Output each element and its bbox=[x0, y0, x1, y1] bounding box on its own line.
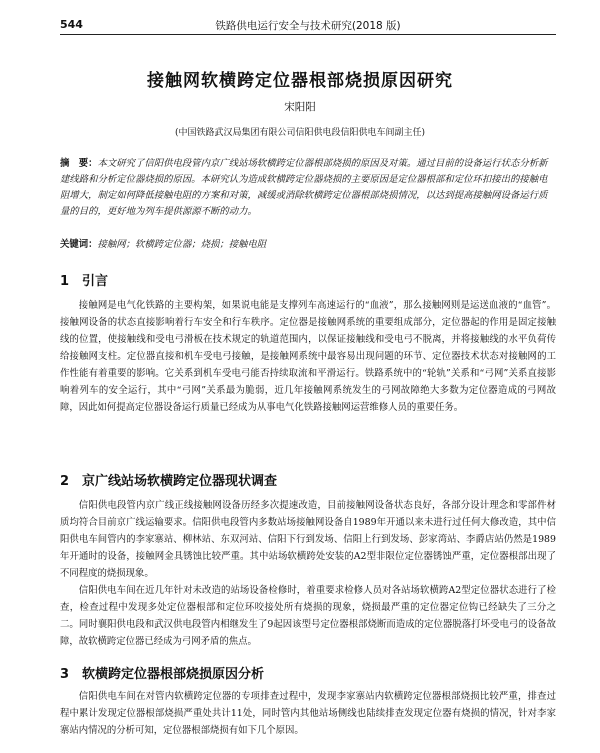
running-header bbox=[60, 16, 556, 35]
keywords-text: 接触网；软横跨定位器；烧损；接触电阻 bbox=[97, 239, 267, 250]
journal-title: 铁路供电运行安全与技术研究(2018 版) bbox=[215, 20, 401, 32]
paper-title: 接触网软横跨定位器根部烧损原因研究 bbox=[147, 71, 453, 91]
abstract-label: 摘 要： bbox=[60, 158, 98, 169]
paragraph: 接触网是电气化铁路的主要构架，如果说电能是支撑列车高速运行的“血液”，那么接触网则是运送血液的“血管”。接触网设备的状态直接影响着行车安全和行车秩序。定位器是接触网系统的重要组成部分，定位器起的作用是固定接触线的位置，使接触线和受电弓滑板在技术规定的轨道范围内，以保证接触线和受电弓不脱离，并将接触线的水平负荷传给接触网支柱。定位器直接和机车受电弓接触，是接触网系统中最容易出现问题的环节、定位器技术状态对接触网的工作性能有着重要的影响。它关系到机车受电弓能否持续取流和平滑运行。铁路系统中的“轮轨”关系和“弓网”关系直接影响着列车的安全运行，其中“弓网”关系最为脆弱，近几年接触网系统发生的弓网故障绝大多数为定位器造成的弓网故障，因此如何提高定位器设备运行质量已经成为从事电气化铁路接触网运营维修人员的重要任务。 bbox=[60, 300, 556, 413]
section-title: 引言 bbox=[82, 274, 109, 289]
section-heading-1 bbox=[60, 270, 556, 289]
author: 宋阳阳 bbox=[284, 101, 316, 113]
section-number: 3 bbox=[60, 667, 70, 682]
paragraph: 信阳供电车间在对管内软横跨定位器的专项排查过程中，发现李家寨站内软横跨定位器根部烧损比较严重，排查过程中累计发现定位器根部烧损严重处共计11处，同时管内其他站场侧线也陆续排查发现定位器有烧损的情况，针对李家寨站内情况的分析可知，定位器根部烧损有如下几个原因。 bbox=[60, 691, 556, 736]
section-heading-3 bbox=[60, 663, 556, 682]
section-title: 软横跨定位器根部烧损原因分析 bbox=[82, 667, 265, 682]
section-title: 京广线站场软横跨定位器现状调查 bbox=[82, 474, 278, 489]
section-number: 1 bbox=[60, 274, 70, 289]
paragraph: 信阳供电段管内京广线正线接触网设备历经多次提速改造，目前接触网设备状态良好，各部分设计理念和零部件材质均符合目前京广线运输要求。信阳供电段管内多数站场接触网设备自1989年开通以来未进行过任何大修改造，其中信阳供电车间管内的李家寨站、柳林站、东双河站、信阳下行到发场、信阳上行到发场、彭家湾站、李爵店站仍然是1989年开通时的设备，接触网金具锈蚀比较严重。其中站场软横跨处安装的A2型非限位定位器锈蚀严重，定位器根部出现了不同程度的烧损现象。 bbox=[60, 500, 556, 579]
abstract bbox=[60, 156, 556, 220]
page-number: 544 bbox=[60, 18, 83, 31]
affiliation: (中国铁路武汉局集团有限公司信阳供电段信阳供电车间副主任) bbox=[174, 128, 426, 138]
section-number: 2 bbox=[60, 474, 70, 489]
abstract-text: 本文研究了信阳供电段管内京广线站场软横跨定位器根部烧损的原因及对策。通过目前的设备运行状态分析新建线路和分析定位器烧损的原因。本研究认为造成软横跨定位器烧损的主要原因是定位器根部和定位环扣接出的接触电阻增大，制定如何降低接触电阻的方案和对策，减缓或消除软横跨定位器根部烧损情况，以达到提高接触网设备运行质量的目的，更好地为列车提供源源不断的动力。 bbox=[60, 158, 548, 217]
keywords bbox=[60, 237, 556, 253]
section-heading-2 bbox=[60, 470, 556, 489]
keywords-label: 关键词： bbox=[60, 239, 98, 250]
paragraph: 信阳供电车间在近几年针对未改造的站场设备检修时，着重要求检修人员对各站场软横跨A2型定位器状态进行了检查，检查过程中发现多处定位器根部和定位环咬接处所有烧损的现象，烧损最严重的定位器定位钩已经缺失了三分之二。同时襄阳供电段和武汉供电段管内相继发生了9起因该型号定位器根部烧断而造成的定位器脱落打坏受电弓的设备故障，故软横跨定位器已经成为弓网矛盾的焦点。 bbox=[60, 585, 556, 647]
